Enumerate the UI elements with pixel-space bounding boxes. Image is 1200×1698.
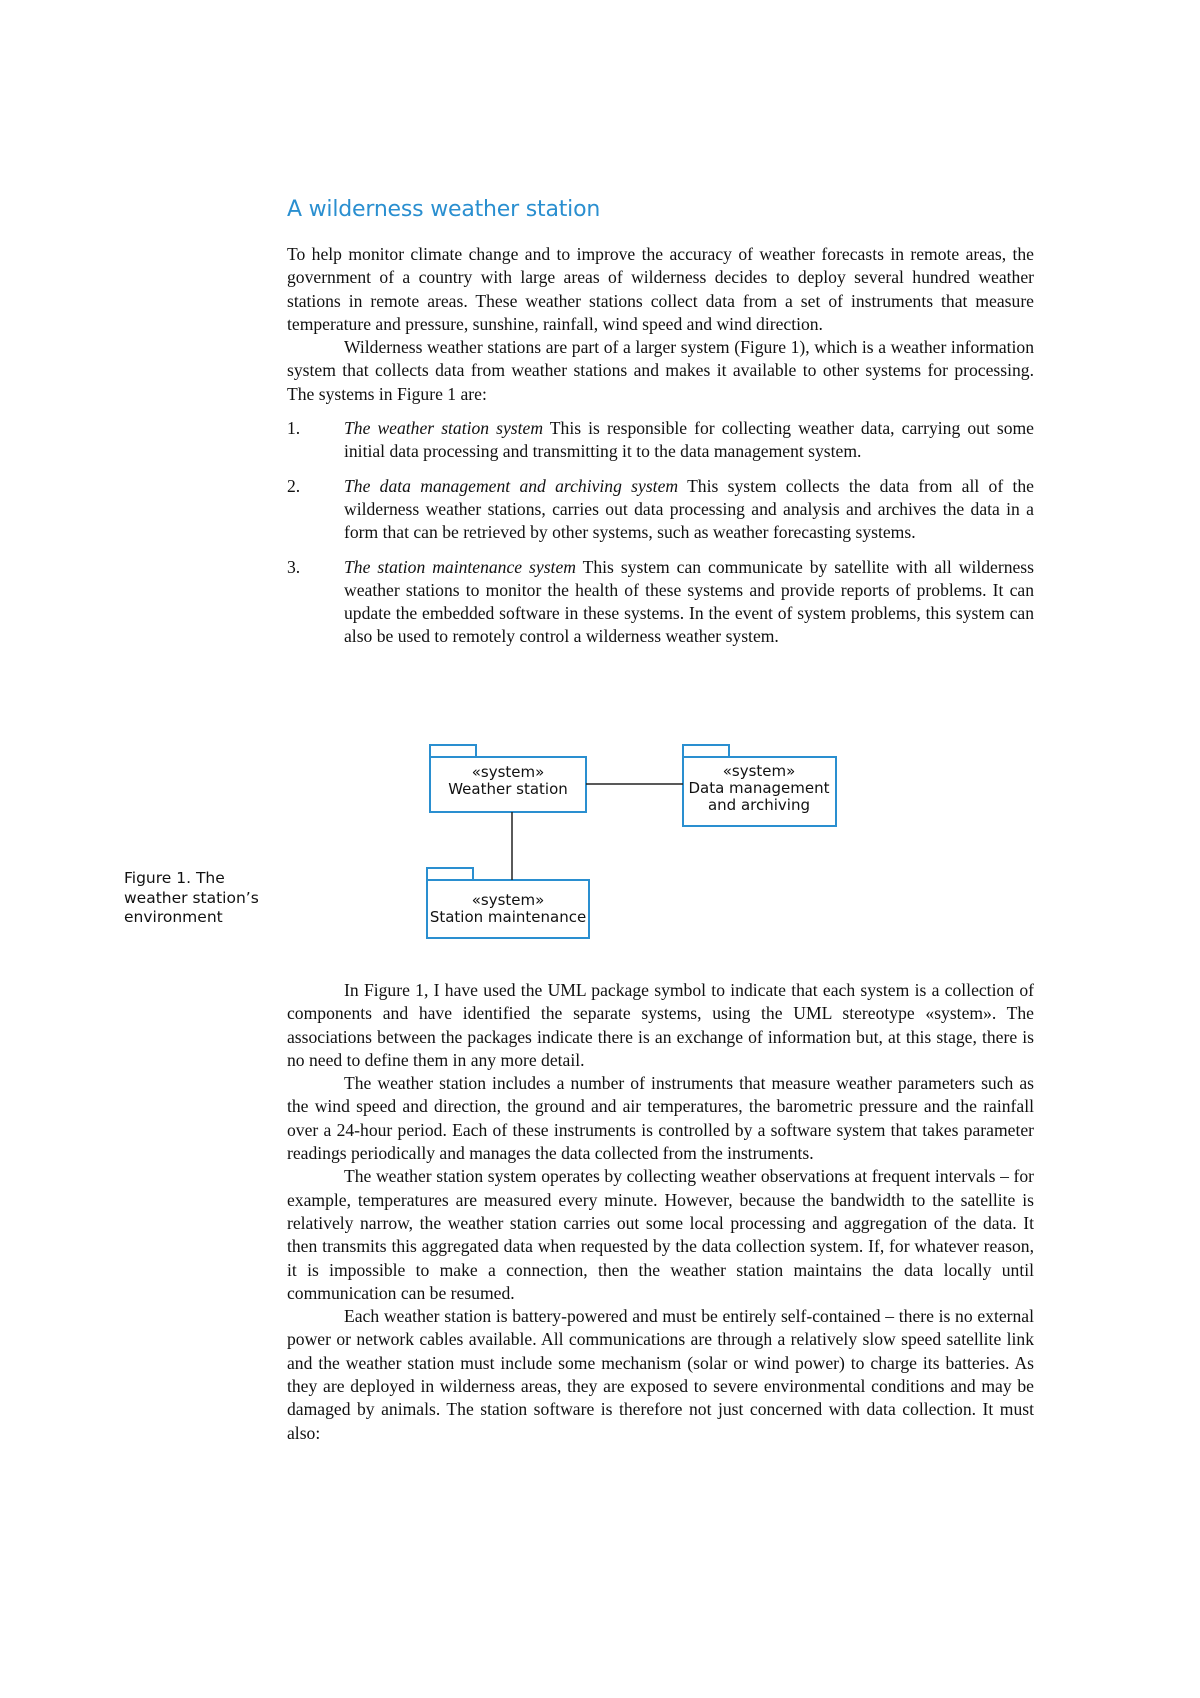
list-number: 3. bbox=[287, 556, 301, 577]
list-term: The weather station system bbox=[344, 418, 544, 439]
package-stereotype: «system» bbox=[722, 762, 796, 780]
intro-text bbox=[287, 243, 1034, 660]
package-stereotype: «system» bbox=[471, 763, 545, 781]
list-number: 2. bbox=[287, 475, 301, 496]
paragraph: The weather station system operates by collecting weather observations at frequent intervals – for example, temperatures are measured every minute. However, because the bandwidth to the satellite is relatively narrow, the weather station carries out some local processing and aggregation of the data. It then transmits this aggregated data when requested by the data collection system. If, for whatever reason, it is impossible to make a connection, then the weather station maintains the data locally until communication can be resumed. bbox=[287, 1166, 1034, 1303]
list-term: The station maintenance system bbox=[344, 556, 576, 577]
paragraph: The weather station includes a number of instruments that measure weather parameters such as the wind speed and direction, the ground and air temperatures, the barometric pressure and the rainfall over a 24-hour period. Each of these instruments is controlled by a software system that takes parameter readings periodically and manages the data collected from the instruments. bbox=[287, 1073, 1034, 1164]
list-text: This is responsible for collecting weather data, carrying out some initial data processing and transmitting it to the data management system. bbox=[344, 418, 1034, 462]
list-item bbox=[287, 475, 1034, 545]
package-name: Data management bbox=[688, 779, 830, 797]
body-text bbox=[287, 979, 1034, 1445]
list-item bbox=[287, 556, 1034, 649]
list-term: The data management and archiving system bbox=[344, 475, 679, 496]
systems-list bbox=[287, 417, 1034, 649]
uml-package-diagram bbox=[420, 742, 840, 942]
package-name: Weather station bbox=[448, 780, 568, 798]
package-tab bbox=[683, 745, 729, 757]
list-number: 1. bbox=[287, 418, 301, 439]
figure-caption: Figure 1. The weather station’s environment bbox=[124, 869, 259, 926]
paragraph: Each weather station is battery-powered and must be entirely self-contained – there is no external power or network cables available. All communications are through a relatively slow speed satellite link and the weather station must include some mechanism (solar or wind power) to charge its batteries. As they are deployed in wilderness areas, they are exposed to severe environmental conditions and may be damaged by animals. The station software is therefore not just concerned with data collection. It must also: bbox=[287, 1306, 1034, 1443]
list-item bbox=[287, 417, 1034, 464]
list-text: This system collects the data from all of the wilderness weather stations, carries out data processing and analysis and archives the data in a form that can be retrieved by other systems, such as weather forecasting systems. bbox=[344, 475, 1034, 543]
paragraph: In Figure 1, I have used the UML package symbol to indicate that each system is a collection of components and have identified the separate systems, using the UML stereotype «system». The associations between the packages indicate there is an exchange of information but, at this stage, there is no need to define them in any more detail. bbox=[287, 980, 1034, 1070]
package-tab bbox=[430, 745, 476, 757]
list-text: This system can communicate by satellite with all wilderness weather stations to monitor the health of these systems and provide reports of problems. It can update the embedded software in these systems. In the event of system problems, this system can also be used to remotely control a wilderness weather system. bbox=[344, 556, 1034, 647]
package-name: and archiving bbox=[707, 796, 811, 814]
package-name: Station maintenance bbox=[429, 908, 587, 926]
section-heading: A wilderness weather station bbox=[287, 197, 601, 222]
package-stereotype: «system» bbox=[471, 891, 545, 909]
paragraph: Wilderness weather stations are part of a larger system (Figure 1), which is a weather information system that collects data from weather stations and makes it available to other systems for processing. The systems in Figure 1 are: bbox=[287, 337, 1034, 404]
paragraph: To help monitor climate change and to improve the accuracy of weather forecasts in remote areas, the government of a country with large areas of wilderness decides to deploy several hundred weather stations in remote areas. These weather stations collect data from a set of instruments that measure temperature and pressure, sunshine, rainfall, wind speed and wind direction. bbox=[287, 244, 1034, 334]
package-tab bbox=[427, 868, 473, 880]
